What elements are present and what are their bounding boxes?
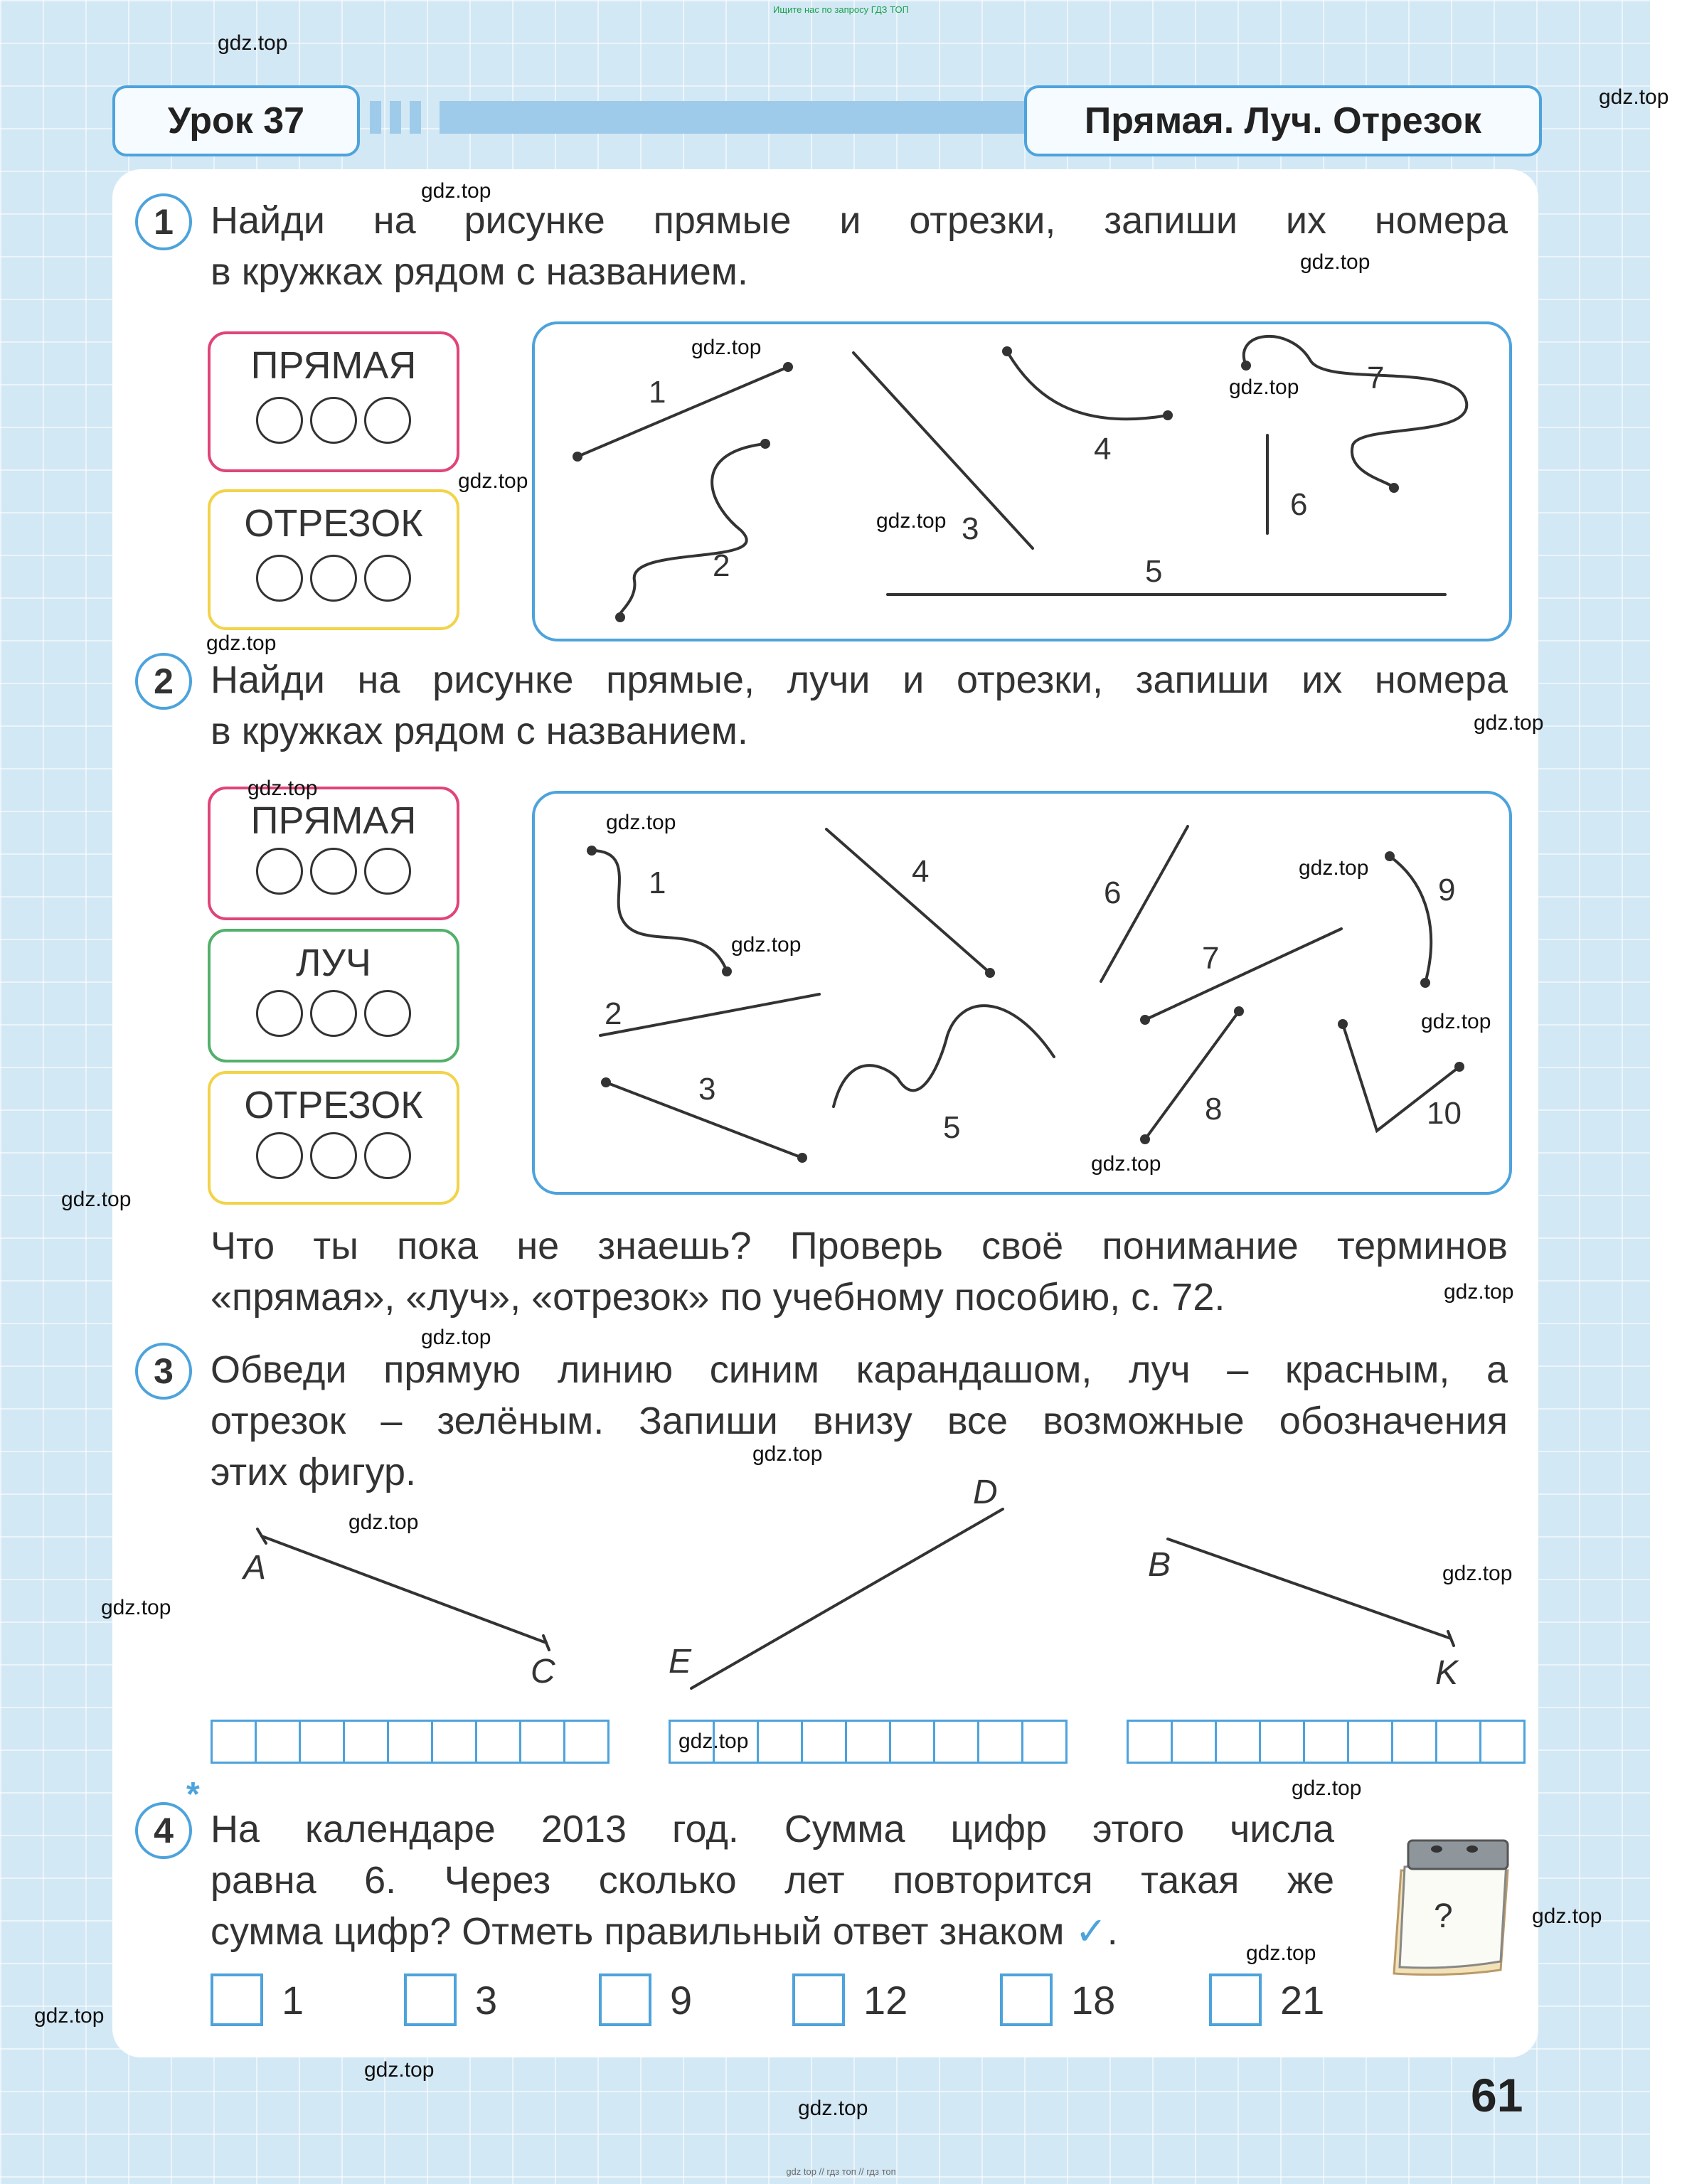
checkbox[interactable] (1000, 1973, 1053, 2026)
figures-1 (535, 324, 1509, 639)
task-number-1: 1 (135, 193, 192, 250)
figure-label: 7 (1367, 361, 1385, 395)
watermark: gdz.top (678, 1730, 749, 1753)
task-number-2: 2 (135, 653, 192, 710)
watermark: gdz.top (364, 2058, 435, 2082)
answer-cells-1[interactable] (211, 1720, 610, 1764)
endpoint (797, 1153, 807, 1163)
watermark: gdz.top (876, 509, 947, 533)
endpoint (1140, 1134, 1150, 1144)
option-9[interactable]: 9 (599, 1973, 692, 2026)
task-number-4: 4 (135, 1802, 192, 1859)
label-ray: ЛУЧ (296, 942, 371, 984)
checkbox[interactable] (792, 1973, 845, 2026)
answer-cells-3[interactable] (1127, 1720, 1526, 1764)
figure-label: 2 (605, 996, 622, 1031)
point-d: D (973, 1474, 998, 1511)
figure-4-curve (1007, 351, 1168, 419)
label-box-straight-2 (208, 787, 459, 920)
watermark: gdz.top (1532, 1905, 1602, 1928)
endpoint (1234, 1006, 1244, 1016)
answer-circle[interactable] (256, 555, 303, 602)
header-stripe (410, 101, 421, 134)
figure-label: 2 (713, 548, 730, 583)
endpoint (722, 966, 732, 976)
endpoint (985, 968, 995, 978)
watermark: gdz.top (1299, 856, 1369, 880)
answer-circle[interactable] (364, 397, 411, 444)
watermark: gdz.top (1421, 1010, 1491, 1033)
watermark: gdz.top (606, 811, 676, 834)
watermark: gdz.top (61, 1188, 132, 1211)
task-2-line-1: Найди на рисунке прямые, лучи и отрезки, запиши их номера (211, 659, 1508, 701)
star-icon: * (186, 1776, 200, 1813)
top-note: Ищите нас по запросу ГДЗ ТОП (773, 4, 909, 15)
endpoint (1002, 346, 1012, 356)
watermark: gdz.top (218, 31, 288, 55)
endpoint (760, 439, 770, 449)
watermark: gdz.top (1292, 1777, 1362, 1800)
lesson-title: Урок 37 (112, 85, 360, 156)
figure-line-ed (691, 1509, 1003, 1688)
label-box-straight-1 (208, 331, 459, 472)
checkbox[interactable] (1209, 1973, 1262, 2026)
answer-circle[interactable] (364, 555, 411, 602)
endpoint (1140, 1015, 1150, 1025)
calendar-question: ? (1434, 1897, 1453, 1935)
figure-label: 6 (1290, 487, 1308, 522)
watermark: gdz.top (1246, 1941, 1316, 1965)
task-4-line-3: сумма цифр? Отметь правильный ответ знаком ✓. (211, 1910, 1118, 1953)
answer-circle[interactable] (256, 848, 303, 895)
option-21[interactable]: 21 (1209, 1973, 1324, 2026)
task-3-line-3: этих фигур. (211, 1451, 416, 1493)
label-straight: ПРЯМАЯ (250, 344, 417, 387)
endpoint (615, 612, 625, 622)
watermark: gdz.top (1229, 375, 1299, 399)
figure-panel-1 (532, 321, 1512, 641)
page-number: 61 (1471, 2069, 1523, 2121)
answer-circle[interactable] (364, 848, 411, 895)
label-segment: ОТРЕЗОК (244, 1084, 423, 1126)
figure-label: 3 (698, 1072, 716, 1107)
answer-circle[interactable] (256, 990, 303, 1037)
option-18[interactable]: 18 (1000, 1973, 1115, 2026)
figure-label: 8 (1205, 1092, 1223, 1126)
answer-circle[interactable] (310, 1132, 357, 1179)
point-c: C (531, 1653, 555, 1690)
endpoint (1420, 978, 1430, 988)
watermark: gdz.top (731, 933, 802, 957)
answer-circle[interactable] (364, 1132, 411, 1179)
answer-circle[interactable] (364, 990, 411, 1037)
task-1-line-2: в кружках рядом с названием. (211, 250, 748, 293)
task-1-line-1: Найди на рисунке прямые и отрезки, запиши их номера (211, 199, 1508, 242)
calendar-icon (1366, 1828, 1522, 1991)
label-straight: ПРЯМАЯ (250, 799, 417, 842)
header-band (440, 101, 1024, 134)
task-4-line-1: На календаре 2013 год. Сумма цифр этого числа (211, 1808, 1334, 1850)
figure-label: 6 (1104, 875, 1122, 910)
endpoint (573, 452, 582, 462)
watermark: gdz.top (206, 632, 277, 655)
bottom-note: gdz top // гдз топ // гдз топ (786, 2166, 896, 2177)
figure-4-segment (826, 829, 990, 973)
task-2-line-2: в кружках рядом с названием. (211, 710, 748, 752)
figure-label: 1 (649, 375, 666, 410)
endpoint (1385, 851, 1395, 861)
watermark: gdz.top (421, 1326, 491, 1349)
watermark: gdz.top (798, 2097, 868, 2120)
endpoint (783, 362, 793, 372)
checkbox[interactable] (599, 1973, 651, 2026)
endpoint (1241, 361, 1251, 371)
endpoint (1454, 1062, 1464, 1072)
answer-circle[interactable] (310, 848, 357, 895)
figure-2-curve (619, 444, 765, 617)
figure-label: 1 (649, 865, 666, 900)
topic-title: Прямая. Луч. Отрезок (1024, 85, 1542, 156)
figure-label: 10 (1427, 1096, 1462, 1131)
header-stripe (370, 101, 381, 134)
label-box-segment-1 (208, 489, 459, 630)
watermark: gdz.top (1091, 1152, 1161, 1176)
watermark: gdz.top (752, 1442, 823, 1466)
endpoint (1338, 1019, 1348, 1029)
figure-1-segment (577, 367, 788, 457)
figure-8-segment (1145, 1011, 1239, 1139)
figure-2-line (600, 994, 819, 1035)
figure-label: 4 (912, 854, 930, 889)
figure-label: 7 (1202, 941, 1220, 976)
check-mark-icon: ✓ (1075, 1910, 1107, 1953)
figures-2 (535, 794, 1509, 1192)
task-4-line-2: равна 6. Через сколько лет повторится такая же (211, 1859, 1334, 1902)
figure-7-ray (1145, 929, 1341, 1020)
watermark: gdz.top (1444, 1280, 1514, 1304)
endpoint (1163, 410, 1173, 420)
task-3-figures (213, 1465, 1522, 1700)
figure-label: 5 (1145, 554, 1163, 589)
watermark: gdz.top (1442, 1562, 1513, 1585)
figure-label: 9 (1438, 873, 1456, 907)
point-e: E (669, 1643, 692, 1680)
option-12[interactable]: 12 (792, 1973, 907, 2026)
watermark: gdz.top (1300, 250, 1370, 274)
watermark: gdz.top (691, 336, 762, 359)
task-3-line-1: Обведи прямую линию синим карандашом, луч – красным, а (211, 1348, 1508, 1391)
check-line-2: «прямая», «луч», «отрезок» по учебному пособию, с. 72. (211, 1276, 1225, 1319)
figure-9-curve (1390, 856, 1431, 983)
figure-7-curve (1244, 336, 1467, 488)
watermark: gdz.top (247, 777, 318, 800)
point-b: B (1148, 1546, 1171, 1584)
label-box-segment-2 (208, 1071, 459, 1205)
watermark: gdz.top (458, 469, 528, 493)
figure-ray-bk (1168, 1539, 1451, 1639)
figure-panel-2 (532, 791, 1512, 1195)
option-1[interactable]: 1 (211, 1973, 304, 2026)
point-k: K (1435, 1654, 1459, 1692)
answer-circle[interactable] (310, 990, 357, 1037)
endpoint (601, 1077, 611, 1087)
answer-circle[interactable] (256, 397, 303, 444)
watermark: gdz.top (348, 1511, 419, 1534)
endpoint (587, 846, 597, 856)
watermark: gdz.top (1599, 85, 1669, 109)
task-3-line-2: отрезок – зелёным. Запиши внизу все возможные обозначения (211, 1400, 1508, 1442)
checkbox[interactable] (211, 1973, 263, 2026)
check-line-1: Что ты пока не знаешь? Проверь своё понимание терминов (211, 1225, 1508, 1267)
answer-circle[interactable] (310, 555, 357, 602)
answer-circle[interactable] (256, 1132, 303, 1179)
watermark: gdz.top (421, 179, 491, 203)
figure-label: 3 (962, 511, 979, 546)
watermark: gdz.top (1474, 711, 1544, 735)
option-3[interactable]: 3 (404, 1973, 497, 2026)
figure-5-curve (834, 1006, 1054, 1107)
figure-label: 5 (943, 1110, 961, 1145)
watermark: gdz.top (101, 1596, 171, 1619)
watermark: gdz.top (34, 2004, 105, 2028)
checkbox[interactable] (404, 1973, 457, 2026)
point-a: A (243, 1549, 267, 1587)
header-stripe (390, 101, 401, 134)
label-box-ray (208, 929, 459, 1062)
answer-circle[interactable] (310, 397, 357, 444)
label-segment: ОТРЕЗОК (244, 502, 423, 545)
figure-segment-ac (262, 1536, 546, 1643)
task-number-3: 3 (135, 1343, 192, 1400)
figure-label: 4 (1094, 432, 1112, 467)
endpoint (1389, 483, 1399, 493)
